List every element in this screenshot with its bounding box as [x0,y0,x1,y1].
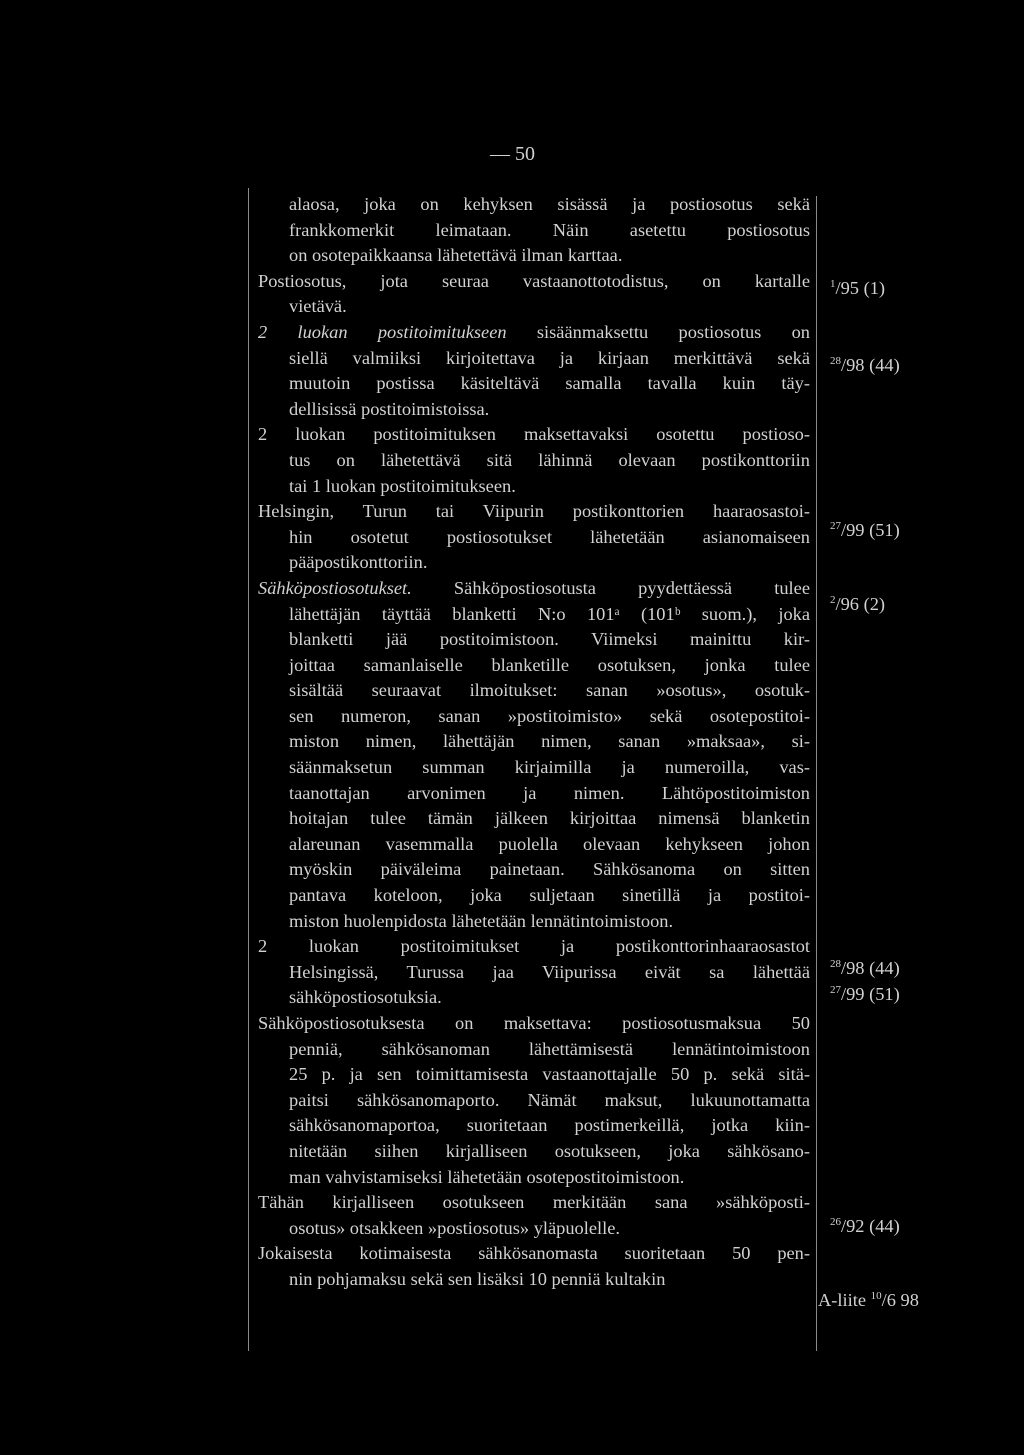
text-line: Tähän kirjalliseen osotukseen merkitään sana »sähköposti- [258,1192,810,1213]
right-margin-rule [816,196,817,1351]
paragraph [258,1190,810,1241]
text-line: pantava koteloon, joka suljetaan sinetillä ja postitoi- [289,885,810,906]
paragraph [258,499,810,576]
paragraph [258,934,810,1011]
margin-reference: $^{27}$/99 (51) [830,983,900,1004]
text-line: paitsi sähkösanomaporto. Nämät maksut, lukuunottamatta [289,1089,810,1110]
margin-reference: $^{27}$/99 (51) [830,519,900,540]
text-line: sisältää seuraavat ilmoitukset: sanan »osotus», osotuk- [289,680,810,701]
text-line: sähkösanomaportoa, suoritetaan postimerkeillä, jotka kiin- [289,1115,810,1136]
text-line: alareunan vasemmalla puolella olevaan kehykseen johon [289,833,810,854]
text-line: hoitajan tulee tämän jälkeen kirjoittaa nimensä blanketin [289,808,810,829]
text-line: muutoin postissa käsiteltävä samalla tavalla kuin täy- [289,373,810,394]
paragraph [258,320,810,422]
left-margin-rule [248,188,249,1351]
page-number: — 50 [490,143,535,165]
margin-reference: $^1$/95 (1) [830,277,886,298]
text-line: 2 luokan postitoimitukseen sisäänmaksettu postiosotus on [258,321,810,342]
text-line: miston nimen, lähettäjän nimen, sanan »maksaa», si- [289,731,810,752]
text-line: siellä valmiiksi kirjoitettava ja kirjaan merkittävä sekä [289,347,810,368]
text-line: Postiosotus, jota seuraa vastaanottotodistus, on kartalle [258,270,810,291]
margin-reference: $^{28}$/98 (44) [830,957,900,978]
text-line: hin osotetut postiosotukset lähetetään asianomaiseen [289,526,810,547]
paragraph [258,269,810,320]
text-line: frankkomerkit leimataan. Näin asetettu postiosotus [289,219,810,240]
text-line: Helsingin, Turun tai Viipurin postikonttorien haaraosastoi- [258,501,810,522]
text-line: 2 luokan postitoimitukset ja postikonttorinhaaraosastot [258,936,810,957]
text-line: myöskin päiväleima painetaan. Sähkösanoma on sitten [289,859,810,880]
text-line: nitetään siihen kirjalliseen osotukseen, joka sähkösano- [289,1140,810,1161]
text-line: lähettäjän täyttää blanketti N:o 101ᵃ (101ᵇ suom.), joka [289,603,810,624]
text-line: dellisissä postitoimistoissa. [289,398,490,419]
text-line: sähköpostiosotuksia. [289,987,442,1008]
margin-reference: $^{28}$/98 (44) [830,354,900,375]
italic-heading: 2 luokan postitoimitukseen [258,321,507,342]
text-line: on osotepaikkaansa lähetettävä ilman karttaa. [289,245,623,266]
text-line: pääpostikonttoriin. [289,552,428,573]
text-line: säänmaksetun summan kirjaimilla ja numeroilla, vas- [289,757,810,778]
paragraph [258,1241,810,1292]
text-line: joittaa samanlaiselle blanketille osotuksen, jonka tulee [289,654,810,675]
margin-reference: A-liite $^{10}$/6 98 [818,1289,919,1310]
paragraph [258,1011,810,1190]
body-text-column [258,192,810,1293]
paragraph [258,422,810,499]
text-line: nin pohjamaksu sekä sen lisäksi 10 penniä kultakin [289,1268,666,1289]
text-line: Jokaisesta kotimaisesta sähkösanomasta suoritetaan 50 pen- [258,1243,810,1264]
text-line: Sähköpostiosotuksesta on maksettava: postiosotusmaksua 50 [258,1013,810,1033]
text-line: 25 p. ja sen toimittamisesta vastaanottajalle 50 p. sekä sitä- [289,1064,810,1085]
text-line: vietävä. [289,296,347,317]
text-line: Helsingissä, Turussa jaa Viipurissa eivät sa lähettää [289,961,810,982]
text-line: tus on lähetettävä sitä lähinnä olevaan postikonttoriin [289,449,810,470]
text-line: taanottajan arvonimen ja nimen. Lähtöpostitoimiston [289,782,810,803]
text-line: Sähköpostiosotukset. Sähköpostiosotusta pyydettäessä tulee [258,577,810,598]
text-line: tai 1 luokan postitoimitukseen. [289,475,516,496]
text-line: alaosa, joka on kehyksen sisässä ja postiosotus sekä [289,194,810,214]
paragraph [258,576,810,934]
text-line: osotus» otsakkeen »postiosotus» yläpuolelle. [289,1217,621,1238]
paragraph [258,192,810,269]
margin-reference: $^2$/96 (2) [830,593,886,614]
margin-reference: $^{26}$/92 (44) [830,1215,900,1236]
text-line: penniä, sähkösanoman lähettämisestä lennätintoimistoon [289,1038,810,1059]
text-line: man vahvistamiseksi lähetetään osotepostitoimistoon. [289,1166,685,1187]
italic-heading: Sähköpostiosotukset. [258,577,412,598]
text-line: blanketti jää postitoimistoon. Viimeksi mainittu kir- [289,629,810,650]
text-line: miston huolenpidosta lähetetään lennätintoimistoon. [289,910,674,931]
text-line: sen numeron, sanan »postitoimisto» sekä osotepostitoi- [289,705,810,726]
text-line: 2 luokan postitoimituksen maksettavaksi osotettu postioso- [258,424,810,445]
